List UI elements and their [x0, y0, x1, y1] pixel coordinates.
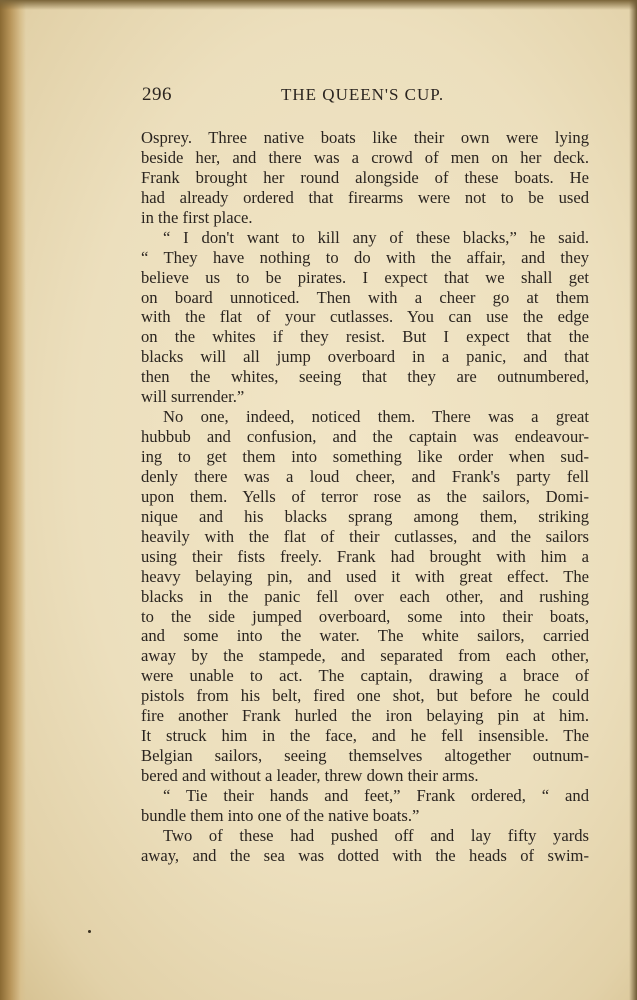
text-line: away by the stampede, and separated from each other,	[141, 646, 589, 666]
text-line: blacks will all jump overboard in a panic, and that	[141, 347, 589, 367]
text-line: heavily with the flat of their cutlasses, and the sailors	[141, 526, 589, 546]
text-line: “ Tie their hands and feet,” Frank ordered, “ and	[163, 785, 589, 805]
text-line: Belgian sailors, seeing themselves altogether outnum-	[141, 746, 589, 766]
running-head: THE QUEEN'S CUP.	[281, 85, 445, 104]
page-header	[142, 84, 590, 112]
text-line: then the whites, seeing that they are outnumbered,	[141, 367, 589, 387]
text-line: bundle them into one of the native boats.”	[141, 805, 420, 825]
body-text	[141, 128, 589, 866]
text-line: “ They have nothing to do with the affair, and they	[141, 247, 589, 267]
text-line: had already ordered that firearms were not to be used	[141, 187, 589, 207]
text-line: heavy belaying pin, and used it with great effect. The	[141, 566, 589, 586]
text-line: Two of these had pushed off and lay fifty yards	[163, 825, 589, 845]
text-line: hubbub and confusion, and the captain was endeavour-	[141, 427, 589, 447]
text-line: and some into the water. The white sailors, carried	[141, 626, 589, 646]
page-spine-shadow	[0, 0, 26, 1000]
text-line: bered and without a leader, threw down their arms.	[141, 766, 479, 785]
text-line: blacks in the panic fell over each other, and rushing	[141, 586, 589, 606]
text-line: “ I don't want to kill any of these blacks,” he said.	[163, 227, 589, 247]
text-line: It struck him in the face, and he fell insensible. The	[141, 726, 589, 746]
page-right-edge	[629, 0, 637, 1000]
page-number: 296	[142, 84, 172, 105]
text-line: pistols from his belt, fired one shot, but before he could	[141, 686, 589, 706]
text-line: Frank brought her round alongside of these boats. He	[141, 167, 589, 187]
text-line: were unable to act. The captain, drawing a brace of	[141, 666, 589, 686]
text-line: nique and his blacks sprang among them, striking	[141, 506, 589, 526]
text-line: denly there was a loud cheer, and Frank's party fell	[141, 466, 589, 486]
text-line: with the flat of your cutlasses. You can use the edge	[141, 307, 589, 327]
text-line: upon them. Yells of terror rose as the sailors, Domi-	[141, 486, 589, 506]
page-top-edge	[0, 0, 637, 10]
text-line: fire another Frank hurled the iron belaying pin at him.	[141, 706, 589, 726]
text-line: using their fists freely. Frank had brought with him a	[141, 546, 589, 566]
text-line: will surrender.”	[141, 387, 245, 407]
text-line: on board unnoticed. Then with a cheer go at them	[141, 287, 589, 307]
text-line: on the whites if they resist. But I expect that the	[141, 327, 589, 347]
text-line: to the side jumped overboard, some into their boats,	[141, 606, 589, 626]
text-line: beside her, and there was a crowd of men on her deck.	[141, 147, 589, 167]
text-line: believe us to be pirates. I expect that we shall get	[141, 267, 589, 287]
text-line: ing to get them into something like order when sud-	[141, 447, 589, 466]
text-line: in the first place.	[141, 207, 253, 227]
text-line: No one, indeed, noticed them. There was a great	[163, 407, 589, 427]
text-line: Osprey. Three native boats like their own were lying	[141, 128, 589, 147]
paper-speck	[88, 930, 91, 933]
text-line: away, and the sea was dotted with the heads of swim-	[141, 845, 589, 865]
